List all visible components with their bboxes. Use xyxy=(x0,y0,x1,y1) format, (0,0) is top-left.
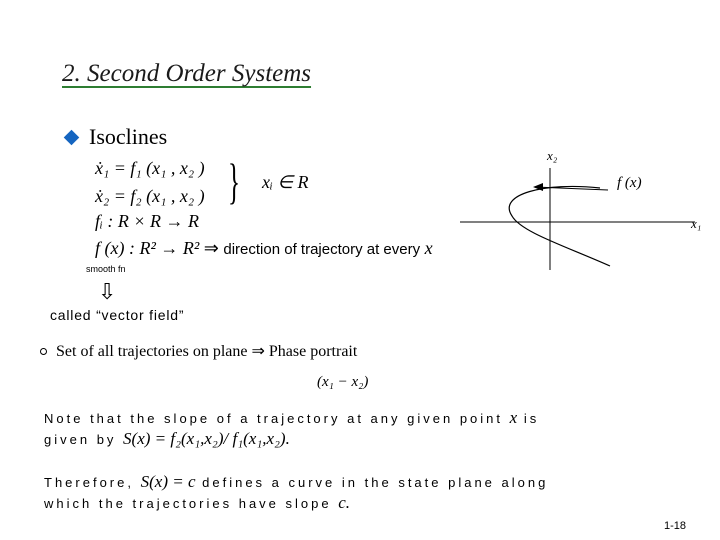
equation-x2-dot: ẋ₂ = f₂ (x₁ , x₂ ) xyxy=(95,186,205,206)
bullet-dot-icon xyxy=(40,348,47,355)
right-brace-icon: } xyxy=(228,153,240,209)
slope-note-text: Note that the slope of a trajectory at any given point xyxy=(44,411,504,426)
fx-label: f (x) xyxy=(617,175,642,191)
page-number: 1-18 xyxy=(664,520,687,532)
direction-text: direction of trajectory at every xyxy=(223,241,421,258)
state-pair: (x₁ − x₂) xyxy=(317,374,369,390)
slope-note-line2 xyxy=(44,429,290,449)
page-title: 2. Second Order Systems xyxy=(62,60,312,87)
direction-var: x xyxy=(424,238,433,258)
slope-note-is: is xyxy=(523,411,540,426)
equation-fi-map: fᵢ : R × R → R xyxy=(95,211,199,231)
implies-arrow: ⇒ xyxy=(203,238,219,258)
equation-vector-field xyxy=(95,238,433,259)
vector-field-caption: called “vector field” xyxy=(50,307,185,323)
vector-field-figure xyxy=(455,146,715,281)
slope-note-var: x xyxy=(509,408,518,427)
bullet-diamond-icon xyxy=(64,130,80,146)
domain-statement: xᵢ ∈ R xyxy=(262,172,309,192)
isocline-line1 xyxy=(44,472,548,492)
trajectory-curve xyxy=(509,186,610,266)
vector-field-map: f (x) : R² → R² xyxy=(95,238,200,258)
slope-c-var: c. xyxy=(338,493,351,512)
slope-note-line1 xyxy=(44,408,539,428)
slope-c-text: which the trajectories have slope xyxy=(44,496,332,511)
smooth-fn-label: smooth fn xyxy=(86,264,126,274)
equation-x1-dot: ẋ₁ = f₁ (x₁ , x₂ ) xyxy=(95,158,205,178)
bullet-isoclines: Isoclines xyxy=(89,124,168,149)
x2-axis-label: x₂ xyxy=(547,148,558,163)
defines-curve-text: defines a curve in the state plane along xyxy=(202,475,549,490)
phase-portrait-statement: Set of all trajectories on plane ⇒ Phase portrait xyxy=(56,343,358,360)
slope-equation: S(x) = f₂(x₁,x₂)/ f₁(x₁,x₂). xyxy=(123,429,290,448)
x1-axis-label: x₁ xyxy=(691,216,702,231)
isocline-line2 xyxy=(44,493,350,513)
down-arrow-icon: ⇩ xyxy=(98,280,117,305)
therefore-text: Therefore, xyxy=(44,475,134,490)
phase-plane-svg xyxy=(455,146,715,276)
given-by-text: given by xyxy=(44,432,117,447)
isocline-equation: S(x) = c xyxy=(140,472,196,491)
